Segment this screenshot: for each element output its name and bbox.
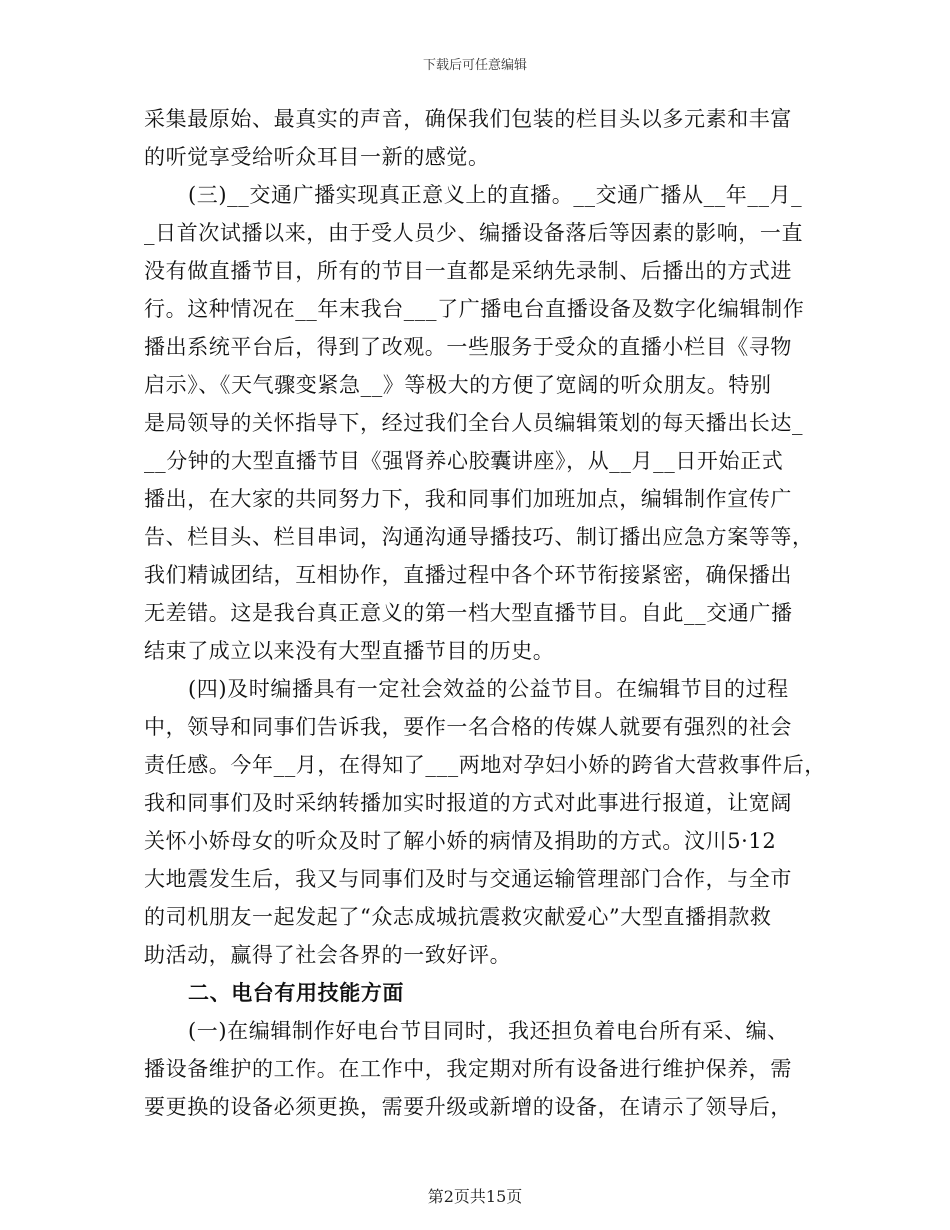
- text-line: _日首次试播以来，由于受人员少、编播设备落后等因素的影响，一直: [144, 221, 804, 245]
- text-line: 责任感。今年__月，在得知了___两地对孕妇小娇的跨省大营救事件后，: [144, 753, 826, 777]
- text-line: 播出，在大家的共同努力下，我和同事们加班加点，编辑制作宣传广: [144, 487, 792, 511]
- text-line: 没有做直播节目，所有的节目一直都是采纳先录制、后播出的方式进: [144, 259, 792, 283]
- text-line: 我和同事们及时采纳转播加实时报道的方式对此事进行报道，让宽阔: [144, 791, 792, 815]
- text-line: 我们精诚团结，互相协作，直播过程中各个环节衔接紧密，确保播出: [144, 563, 792, 587]
- text-line: 助活动，赢得了社会各界的一致好评。: [144, 943, 512, 967]
- text-line: 结束了成立以来没有大型直播节目的历史。: [144, 639, 555, 663]
- page-number: 第2页共15页: [427, 1187, 523, 1206]
- text-line: 启示》、《天气骤变紧急__》等极大的方便了宽阔的听众朋友。特别: [144, 373, 772, 397]
- text-line: 关怀小娇母女的听众及时了解小娇的病情及捐助的方式。汶川5·12: [144, 829, 777, 853]
- text-line: 的听觉享受给听众耳目一新的感觉。: [144, 145, 490, 169]
- text-line: 播设备维护的工作。在工作中，我定期对所有设备进行维护保养，需: [144, 1057, 792, 1081]
- text-line: 是局领导的关怀指导下，经过我们全台人员编辑策划的每天播出长达_: [144, 411, 804, 435]
- text-line: 告、栏目头、栏目串词，沟通沟通导播技巧、制订播出应急方案等等，: [144, 525, 814, 549]
- paragraph-start-line: (三)__交通广播实现真正意义上的直播。__交通广播从__年__月_: [188, 183, 803, 207]
- text-line: 采集最原始、最真实的声音，确保我们包装的栏目头以多元素和丰富: [144, 107, 792, 131]
- section-heading: 二、电台有用技能方面: [188, 980, 404, 1005]
- text-line: 要更换的设备必须更换，需要升级或新增的设备，在请示了领导后，: [144, 1095, 792, 1119]
- paragraph-start-line: (一)在编辑制作好电台节目同时，我还担负着电台所有采、编、: [188, 1019, 789, 1043]
- text-line: 无差错。这是我台真正意义的第一档大型直播节目。自此__交通广播: [144, 601, 793, 625]
- text-line: 播出系统平台后，得到了改观。一些服务于受众的直播小栏目《寻物: [144, 335, 792, 359]
- text-line: 行。这种情况在__年末我台___了广播电台直播设备及数字化编辑制作: [144, 297, 805, 321]
- header-note: 下载后可任意编辑: [422, 58, 527, 73]
- text-line: 大地震发生后，我又与同事们及时与交通运输管理部门合作，与全市: [144, 867, 792, 891]
- text-line: 的司机朋友一起发起了“众志成城抗震救灾献爱心”大型直播捐款救: [144, 905, 772, 929]
- text-line: 中，领导和同事们告诉我，要作一名合格的传媒人就要有强烈的社会: [144, 715, 792, 739]
- text-line: __分钟的大型直播节目《强肾养心胶囊讲座》，从__月__日开始正式: [144, 449, 784, 473]
- body-text: [144, 100, 826, 1126]
- paragraph-start-line: (四)及时编播具有一定社会效益的公益节目。在编辑节目的过程: [188, 677, 789, 701]
